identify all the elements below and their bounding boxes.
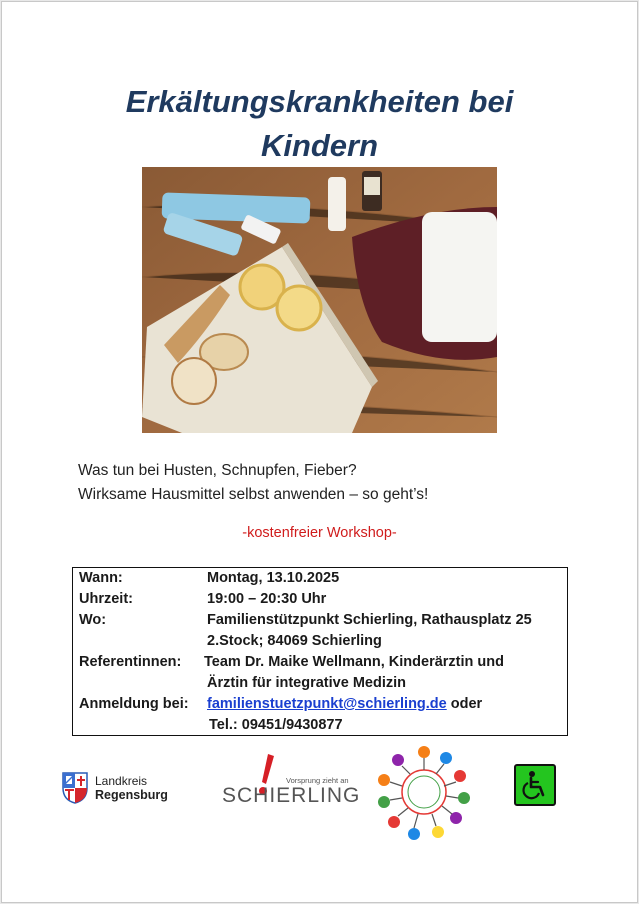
label-uhrzeit: Uhrzeit: xyxy=(79,591,133,607)
flyer-page xyxy=(1,1,638,903)
flyer-title xyxy=(2,80,637,168)
label-referentinnen: Referentinnen: xyxy=(79,654,182,670)
email-link[interactable]: familienstuetzpunkt@schierling.de xyxy=(207,696,447,712)
intro-text xyxy=(78,459,428,507)
home-remedies-photo xyxy=(142,167,497,433)
schierling-name: SCHIERLING xyxy=(222,784,361,807)
label-wann: Wann: xyxy=(79,570,123,586)
title-line-2: Kindern xyxy=(260,128,379,163)
landkreis-line-1: Landkreis xyxy=(95,774,148,788)
value-uhrzeit: 19:00 – 20:30 Uhr xyxy=(207,591,327,607)
label-anmeldung: Anmeldung bei: xyxy=(79,696,189,712)
intro-line-1: Was tun bei Husten, Schnupfen, Fieber? xyxy=(78,462,357,479)
wheelchair-icon xyxy=(516,766,554,804)
landkreis-line-2: Regensburg xyxy=(95,788,168,802)
value-referentinnen-line2: Ärztin für integrative Medizin xyxy=(207,675,406,691)
value-anmeldung xyxy=(207,696,482,712)
value-wo: Familienstützpunkt Schierling, Rathausplatz 25 xyxy=(207,612,532,628)
title-line-1: Erkältungskrankheiten bei xyxy=(125,84,514,119)
value-referentinnen: Team Dr. Maike Wellmann, Kinderärztin und xyxy=(204,654,504,670)
intro-line-2: Wirksame Hausmittel selbst anwenden – so geht’s! xyxy=(78,486,429,503)
wheelchair-accessible-badge xyxy=(514,764,556,806)
schierling-tagline: Vorsprung zieht an xyxy=(286,776,349,785)
value-telephone: Tel.: 09451/9430877 xyxy=(209,717,343,733)
workshop-note: -kostenfreier Workshop- xyxy=(242,525,397,541)
landkreis-coat-of-arms-icon xyxy=(62,772,88,804)
event-details-box xyxy=(72,567,568,736)
value-wo-line2: 2.Stock; 84069 Schierling xyxy=(207,633,382,649)
familienstuetzpunkt-kids-circle-logo xyxy=(374,742,474,842)
label-wo: Wo: xyxy=(79,612,107,628)
oder-text: oder xyxy=(446,696,483,712)
value-wann: Montag, 13.10.2025 xyxy=(207,570,340,586)
